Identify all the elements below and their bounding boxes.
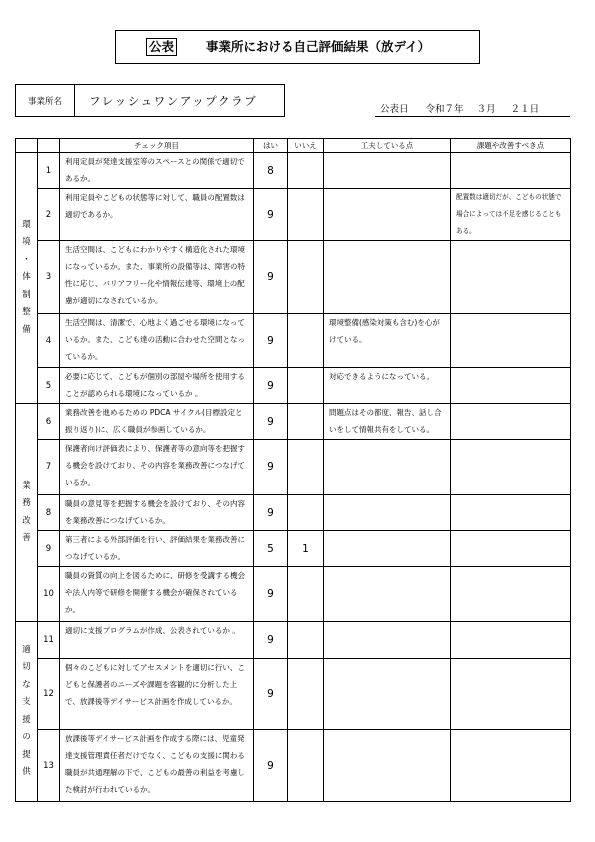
improve-note	[451, 730, 571, 802]
no-count	[288, 730, 324, 802]
row-number: 7	[38, 440, 60, 495]
header-no: いいえ	[288, 139, 324, 153]
table-row	[16, 368, 571, 404]
effort-note	[324, 531, 451, 567]
improve-note	[451, 622, 571, 659]
category-char: 備	[22, 324, 31, 335]
table-row	[16, 314, 571, 368]
effort-note: 環境整備(感染対策も含む)を心がけている。	[324, 314, 451, 368]
row-number: 2	[38, 189, 60, 241]
effort-note	[324, 153, 451, 189]
public-badge: 公表	[146, 38, 177, 56]
yes-count: 5	[254, 531, 288, 567]
table-row	[16, 531, 571, 567]
improve-note	[451, 567, 571, 622]
no-count	[288, 368, 324, 404]
row-number: 8	[38, 495, 60, 531]
improve-note	[451, 440, 571, 495]
category-cell	[16, 153, 38, 404]
row-number: 13	[38, 730, 60, 802]
publication-date	[375, 103, 570, 117]
category-char: 切	[22, 662, 31, 672]
no-count	[288, 567, 324, 622]
pub-date-month: ３月	[476, 104, 496, 115]
row-number: 10	[38, 567, 60, 622]
table-row	[16, 404, 571, 440]
evaluation-table	[15, 138, 571, 802]
effort-note	[324, 730, 451, 802]
table-row	[16, 153, 571, 189]
check-item-text: 生活空間は、清潔で、心地よく過ごせる環境になっているか。また、こども達の活動に合わせた空間となっているか。	[60, 314, 254, 368]
yes-count: 9	[254, 241, 288, 314]
category-char: 供	[22, 767, 31, 777]
header-blank-cat	[16, 139, 38, 153]
check-item-text: 必要に応じて、こどもが個別の部屋や場所を使用することが認められる環境になっているか 。	[60, 368, 254, 404]
category-char: 提	[22, 749, 31, 760]
check-item-text: 職員の資質の向上を図るために、研修を受講する機会や法人内等で研修を開催する機会が確保されているか。	[60, 567, 254, 622]
improve-note	[451, 368, 571, 404]
yes-count: 9	[254, 189, 288, 241]
office-name: フレッシュワンアップクラブ	[89, 93, 258, 108]
header-yes: はい	[254, 139, 288, 153]
check-item-text: 職員の意見等を把握する機会を設けており、その内容を業務改善につなげているか。	[60, 495, 254, 531]
yes-count: 9	[254, 622, 288, 659]
no-count	[288, 189, 324, 241]
effort-note	[324, 440, 451, 495]
check-item-text: 業務改善を進めるための PDCA サイクル(目標設定と振り返り)に、広く職員が参画しているか。	[60, 404, 254, 440]
check-item-text: 利用定員やこどもの状態等に対して、職員の配置数は適切であるか。	[60, 189, 254, 241]
pub-date-era: 令和７年	[425, 104, 464, 115]
improve-note: 配置数は適切だが、こどもの状態で場合によっては不足を感じることもある。	[451, 189, 571, 241]
row-number: 11	[38, 622, 60, 659]
effort-note	[324, 567, 451, 622]
effort-note	[324, 659, 451, 730]
table-row	[16, 622, 571, 659]
category-char: 支	[22, 697, 31, 707]
pub-date-day: ２１日	[510, 104, 540, 115]
category-char: 整	[22, 307, 31, 318]
page-title: 事業所における自己評価結果（放デイ）	[206, 39, 431, 54]
yes-count: 9	[254, 567, 288, 622]
check-item-text: 保護者向け評価表により、保護者等の意向等を把握する機会を設けており、その内容を業務改善につなげているか。	[60, 440, 254, 495]
no-count: 1	[288, 531, 324, 567]
effort-note: 問題点はその都度、報告、話し合いをして情報共有をしている。	[324, 404, 451, 440]
table-row	[16, 567, 571, 622]
category-cell	[16, 404, 38, 622]
effort-note	[324, 241, 451, 314]
category-char: 体	[22, 272, 31, 283]
no-count	[288, 622, 324, 659]
header-improve: 課題や改善すべき点	[451, 139, 571, 153]
yes-count: 9	[254, 440, 288, 495]
title-box	[115, 30, 480, 64]
table-row	[16, 659, 571, 730]
office-name-box	[15, 84, 285, 117]
category-char: の	[22, 732, 31, 742]
row-number: 5	[38, 368, 60, 404]
pub-date-label: 公表日	[380, 104, 409, 115]
category-char: 務	[22, 498, 31, 508]
table-row	[16, 241, 571, 314]
category-char: 援	[22, 714, 31, 725]
check-item-text: 生活空間は、こどもにわかりやすく構造化された環境になっているか。また、事業所の設備等は、障害の特性に応じ、バリアフリー化や情報伝達等、環境上の配慮が適切になされているか。	[60, 241, 254, 314]
row-number: 4	[38, 314, 60, 368]
improve-note	[451, 314, 571, 368]
improve-note	[451, 153, 571, 189]
improve-note	[451, 659, 571, 730]
check-item-text: 第三者による外部評価を行い、評価結果を業務改善につなげているか。	[60, 531, 254, 567]
check-item-text: 放課後等デイサービス計画を作成する際には、児童発達支援管理責任者だけでなく、こどもの支援に関わる職員が共通理解の下で、こどもの最善の利益を考慮した検討が行われているか。	[60, 730, 254, 802]
category-char: な	[22, 679, 31, 690]
header-effort: 工夫している点	[324, 139, 451, 153]
yes-count: 9	[254, 495, 288, 531]
yes-count: 9	[254, 659, 288, 730]
row-number: 1	[38, 153, 60, 189]
category-char: 環	[22, 219, 31, 230]
effort-note	[324, 189, 451, 241]
row-number: 12	[38, 659, 60, 730]
category-char: 適	[22, 644, 31, 655]
yes-count: 9	[254, 730, 288, 802]
office-label: 事業所名	[16, 85, 75, 116]
header-row	[16, 139, 571, 153]
category-char: 改	[22, 515, 31, 526]
improve-note	[451, 241, 571, 314]
effort-note: 対応できるようになっている。	[324, 368, 451, 404]
no-count	[288, 314, 324, 368]
no-count	[288, 153, 324, 189]
row-number: 9	[38, 531, 60, 567]
row-number: 3	[38, 241, 60, 314]
table-row	[16, 730, 571, 802]
improve-note	[451, 531, 571, 567]
improve-note	[451, 404, 571, 440]
category-char: 制	[22, 289, 31, 300]
no-count	[288, 404, 324, 440]
category-char: 業	[22, 480, 31, 491]
yes-count: 8	[254, 153, 288, 189]
no-count	[288, 495, 324, 531]
table-row	[16, 495, 571, 531]
effort-note	[324, 622, 451, 659]
table-row	[16, 189, 571, 241]
table-row	[16, 440, 571, 495]
yes-count: 9	[254, 368, 288, 404]
yes-count: 9	[254, 404, 288, 440]
check-item-text: 個々のこどもに対してアセスメントを適切に行い、こどもと保護者のニーズや課題を客観的に分析した上で、放課後等デイサービス計画を作成しているか。	[60, 659, 254, 730]
header-blank-num	[38, 139, 60, 153]
no-count	[288, 440, 324, 495]
category-cell	[16, 622, 38, 802]
improve-note	[451, 495, 571, 531]
category-char: 善	[22, 533, 31, 543]
no-count	[288, 659, 324, 730]
check-item-text: 適切に支援プログラムが作成、公表されているか 。	[60, 622, 254, 659]
category-char: 境	[22, 237, 31, 248]
check-item-text: 利用定員が発達支援室等のスペースとの関係で適切であるか。	[60, 153, 254, 189]
effort-note	[324, 495, 451, 531]
header-check-item: チェック項目	[60, 139, 254, 153]
yes-count: 9	[254, 314, 288, 368]
row-number: 6	[38, 404, 60, 440]
no-count	[288, 241, 324, 314]
category-char: ・	[22, 254, 31, 265]
